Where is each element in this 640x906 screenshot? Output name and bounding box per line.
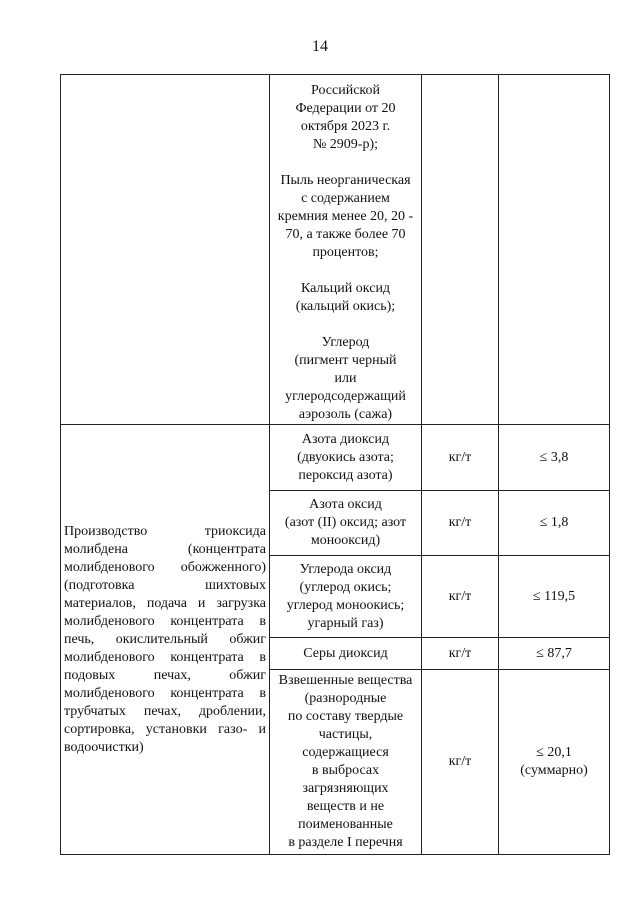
substance-cell	[270, 491, 422, 556]
substance-line: содержащиеся	[302, 745, 389, 760]
value-line: ≤ 119,5	[532, 588, 576, 604]
unit-cell: кг/т	[422, 670, 499, 855]
substance-line: по составу твердые	[287, 709, 404, 724]
table-row	[61, 425, 610, 491]
substance-line: (кальций окись);	[295, 299, 396, 314]
process-cell-empty	[61, 75, 270, 425]
substance-line: поименованные	[298, 817, 393, 832]
substance-line: № 2909-р);	[312, 137, 379, 152]
value-line: ≤ 3,8	[539, 449, 569, 465]
substance-line: загрязняющих	[302, 781, 389, 796]
substance-line: аэрозоль (сажа)	[298, 407, 393, 422]
substance-line: процентов;	[312, 245, 379, 260]
substance-line: (разнородные	[304, 691, 387, 706]
substance-line: (пигмент черный	[294, 353, 397, 368]
substance-line: в разделе I перечня	[288, 835, 403, 850]
continuation-row	[61, 75, 610, 425]
unit-cell: кг/т	[422, 425, 499, 491]
value-line: ≤ 1,8	[539, 515, 569, 530]
substance-line: или	[334, 371, 357, 386]
emission-norms-table	[60, 74, 610, 855]
value-cell	[499, 491, 610, 556]
value-line: ≤ 87,7	[536, 645, 572, 661]
substance-line: Азота диоксид	[301, 431, 390, 447]
substance-cell	[270, 425, 422, 491]
unit-cell: кг/т	[422, 491, 499, 556]
substance-line: с содержанием	[301, 191, 390, 206]
substance-line: (азот (II) оксид; азот	[284, 515, 407, 530]
substance-line: Углерод	[321, 335, 370, 350]
substance-line: кремния менее 20, 20 -	[277, 209, 414, 224]
substance-line: (углерод окись;	[299, 579, 392, 595]
substance-cell	[270, 670, 422, 855]
value-line: ≤ 20,1	[536, 745, 572, 760]
substance-line: угарный газ)	[307, 615, 384, 631]
process-description-cell: Производство триоксида молибдена (концентрата молибденового обожженного) (подготовка шихтовых материалов, подача и загрузка молибденового концентрата в печь, окислительный обжиг молибденового концентрата в подовых печах, обжиг молибденового концентрата в трубчатых печах, дроблении, сортировка, установки газо- и водоочистки)	[61, 425, 270, 855]
substance-cell	[270, 556, 422, 638]
substance-line: Углерода оксид	[299, 561, 392, 577]
value-cell-empty	[499, 75, 610, 425]
continuation-substances-cell	[270, 75, 422, 425]
value-cell	[499, 556, 610, 638]
substance-line: 70, а также более 70	[285, 227, 406, 242]
substance-line: Российской	[311, 83, 380, 98]
substance-line: (двуокись азота;	[297, 449, 394, 465]
substance-line: углерод моноокись;	[286, 597, 405, 613]
substance-line: монооксид)	[310, 533, 381, 548]
substance-line: веществ и не	[306, 799, 385, 814]
value-cell	[499, 638, 610, 670]
substance-line: Федерации от 20	[295, 101, 396, 116]
substance-line: октября 2023 г.	[300, 119, 391, 134]
value-cell	[499, 425, 610, 491]
substance-line: Пыль неорганическая	[280, 173, 411, 188]
substance-cell	[270, 638, 422, 670]
substance-line: Серы диоксид	[303, 645, 388, 661]
page-number: 14	[312, 38, 328, 55]
unit-cell-empty	[422, 75, 499, 425]
substance-line: Взвешенные вещества	[278, 673, 413, 688]
substance-line: Кальций оксид	[300, 281, 391, 296]
value-cell	[499, 670, 610, 855]
substance-line: в выбросах	[311, 763, 380, 778]
unit-cell: кг/т	[422, 556, 499, 638]
substance-line: Азота оксид	[309, 497, 382, 512]
unit-cell: кг/т	[422, 638, 499, 670]
value-line: (суммарно)	[520, 763, 588, 778]
substance-line: частицы,	[318, 727, 373, 742]
substance-line: углеродсодержащий	[285, 389, 406, 404]
substance-line: пероксид азота)	[298, 467, 393, 483]
